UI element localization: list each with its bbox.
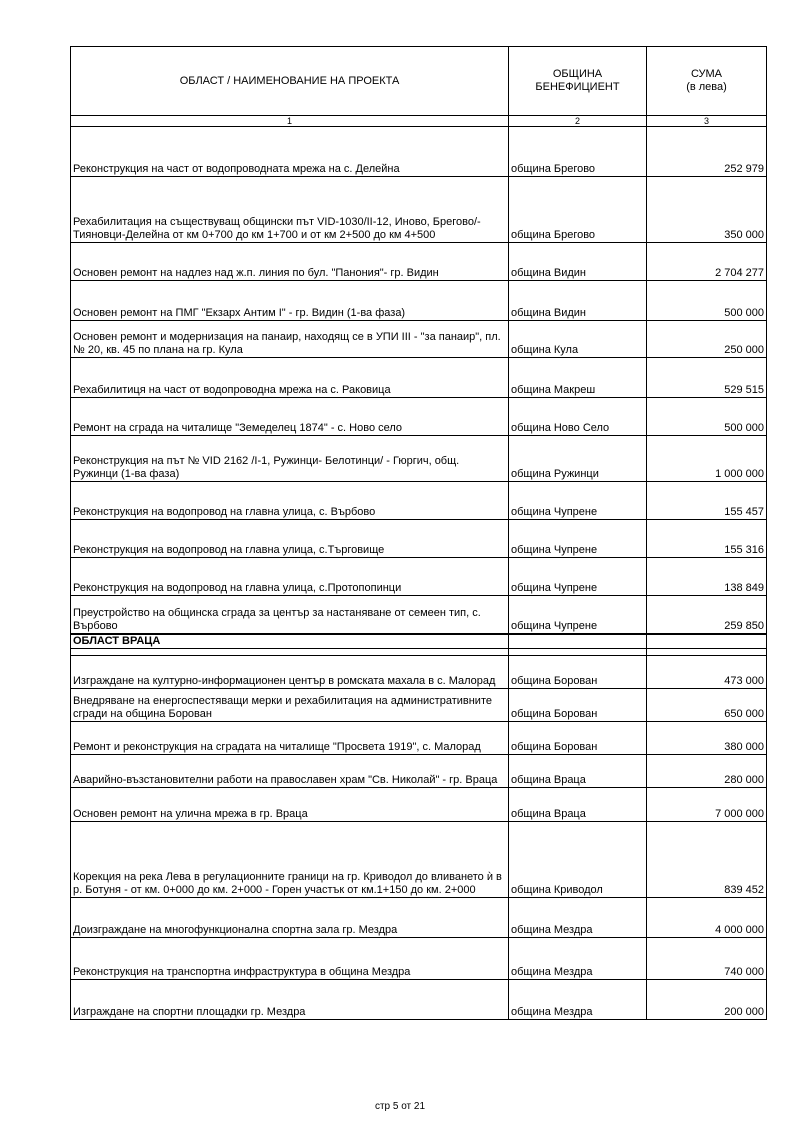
spacer-cell [647, 648, 767, 655]
table-row [71, 787, 767, 821]
amount-cell: 1 000 000 [647, 436, 767, 482]
municipality-cell: община Борован [509, 655, 647, 688]
table-row [71, 520, 767, 558]
amount-cell: 500 000 [647, 398, 767, 436]
table-row [71, 937, 767, 979]
project-cell: Реконструкция на водопровод на главна улица, с. Върбово [71, 482, 509, 520]
municipality-cell: община Чупрене [509, 596, 647, 634]
municipality-cell: община Враца [509, 754, 647, 787]
column-number-2: 2 [509, 116, 647, 127]
table-row [71, 281, 767, 321]
header-amount-line1: СУМА [690, 68, 723, 80]
project-cell: Доизграждане на многофункционална спортна зала гр. Мездра [71, 897, 509, 937]
amount-cell: 138 849 [647, 558, 767, 596]
table-row [71, 436, 767, 482]
project-cell: Изграждане на културно-информационен център в ромската махала в с. Малорад [71, 655, 509, 688]
project-cell: Внедряване на енергоспестяващи мерки и рехабилитация на административните сгради на община Борован [71, 688, 509, 721]
municipality-cell: община Враца [509, 787, 647, 821]
amount-cell: 500 000 [647, 281, 767, 321]
spacer-row [71, 648, 767, 655]
project-cell: Ремонт на сграда на читалище "Земеделец 1874" - с. Ново село [71, 398, 509, 436]
municipality-cell: община Криводол [509, 821, 647, 897]
municipality-cell: община Чупрене [509, 482, 647, 520]
header-amount-line2: (в лева) [686, 81, 727, 93]
header-municipality-line2: БЕНЕФИЦИЕНТ [535, 81, 620, 93]
amount-cell: 473 000 [647, 655, 767, 688]
municipality-cell: община Брегово [509, 177, 647, 243]
header-amount [647, 47, 767, 116]
amount-cell: 529 515 [647, 358, 767, 398]
table-row [71, 821, 767, 897]
municipality-cell: община Чупрене [509, 558, 647, 596]
municipality-cell: община Мездра [509, 979, 647, 1019]
spacer-cell [509, 648, 647, 655]
municipality-cell: община Ново Село [509, 398, 647, 436]
project-cell: Реконструкция на част от водопроводната мрежа на с. Делейна [71, 127, 509, 177]
table-row [71, 127, 767, 177]
project-cell: Рехабилитиця на част от водопроводна мрежа на с. Раковица [71, 358, 509, 398]
table-row [71, 177, 767, 243]
project-cell: Реконструкция на транспортна инфраструктура в община Мездра [71, 937, 509, 979]
amount-cell: 200 000 [647, 979, 767, 1019]
municipality-cell: община Борован [509, 688, 647, 721]
amount-cell: 155 316 [647, 520, 767, 558]
table-row [71, 596, 767, 634]
table-row [71, 754, 767, 787]
amount-cell: 155 457 [647, 482, 767, 520]
region-empty-cell [509, 634, 647, 649]
municipality-cell: община Борован [509, 721, 647, 754]
header-municipality-line1: ОБЩИНА [552, 68, 603, 80]
region-row [71, 634, 767, 649]
region-name: ОБЛАСТ ВРАЦА [71, 634, 509, 649]
amount-cell: 280 000 [647, 754, 767, 787]
table-row [71, 897, 767, 937]
amount-cell: 4 000 000 [647, 897, 767, 937]
municipality-cell: община Мездра [509, 937, 647, 979]
column-number-row [71, 116, 767, 127]
header-project: ОБЛАСТ / НАИМЕНОВАНИЕ НА ПРОЕКТА [71, 47, 509, 116]
table-header-row [71, 47, 767, 116]
project-cell: Основен ремонт на улична мрежа в гр. Враца [71, 787, 509, 821]
table-row [71, 358, 767, 398]
project-cell: Основен ремонт и модернизация на панаир, находящ се в УПИ III - "за панаир", пл. № 20, кв. 45 по плана на гр. Кула [71, 321, 509, 358]
amount-cell: 350 000 [647, 177, 767, 243]
municipality-cell: община Кула [509, 321, 647, 358]
municipality-cell: община Видин [509, 243, 647, 281]
header-municipality [509, 47, 647, 116]
table-row [71, 655, 767, 688]
projects-table [70, 46, 767, 1020]
table-row [71, 688, 767, 721]
amount-cell: 252 979 [647, 127, 767, 177]
amount-cell: 2 704 277 [647, 243, 767, 281]
amount-cell: 250 000 [647, 321, 767, 358]
amount-cell: 839 452 [647, 821, 767, 897]
municipality-cell: община Брегово [509, 127, 647, 177]
project-cell: Реконструкция на водопровод на главна улица, с.Търговище [71, 520, 509, 558]
table-row [71, 721, 767, 754]
table-row [71, 979, 767, 1019]
amount-cell: 650 000 [647, 688, 767, 721]
municipality-cell: община Мездра [509, 897, 647, 937]
amount-cell: 740 000 [647, 937, 767, 979]
municipality-cell: община Чупрене [509, 520, 647, 558]
project-cell: Реконструкция на водопровод на главна улица, с.Протопопинци [71, 558, 509, 596]
municipality-cell: община Макреш [509, 358, 647, 398]
project-cell: Преустройство на общинска сграда за център за настаняване от семеен тип, с. Върбово [71, 596, 509, 634]
table-row [71, 482, 767, 520]
amount-cell: 259 850 [647, 596, 767, 634]
amount-cell: 380 000 [647, 721, 767, 754]
column-number-3: 3 [647, 116, 767, 127]
table-row [71, 558, 767, 596]
region-empty-cell [647, 634, 767, 649]
project-cell: Изграждане на спортни площадки гр. Мездра [71, 979, 509, 1019]
amount-cell: 7 000 000 [647, 787, 767, 821]
table-row [71, 398, 767, 436]
table-row [71, 321, 767, 358]
municipality-cell: община Видин [509, 281, 647, 321]
column-number-1: 1 [71, 116, 509, 127]
project-cell: Аварийно-възстановителни работи на православен храм "Св. Николай" - гр. Враца [71, 754, 509, 787]
municipality-cell: община Ружинци [509, 436, 647, 482]
spacer-cell [71, 648, 509, 655]
project-cell: Корекция на река Лева в регулационните граници на гр. Криводол до вливането ѝ в р. Ботуня - от км. 0+000 до км. 2+000 - Горен участък от км.1+150 до км. 2+000 [71, 821, 509, 897]
project-cell: Основен ремонт на ПМГ "Екзарх Антим I" - гр. Видин (1-ва фаза) [71, 281, 509, 321]
project-cell: Рехабилитация на съществуващ общински път VID-1030/ІІ-12, Иново, Брегово/-Тияновци-Делейна от км 0+700 до км 1+700 и от км 2+500 до км 4+500 [71, 177, 509, 243]
project-cell: Основен ремонт на надлез над ж.п. линия по бул. "Панония"- гр. Видин [71, 243, 509, 281]
page-number: стр 5 от 21 [374, 1101, 426, 1112]
table-row [71, 243, 767, 281]
project-cell: Ремонт и реконструкция на сградата на читалище "Просвета 1919", с. Малорад [71, 721, 509, 754]
project-cell: Реконструкция на път № VID 2162 /I-1, Ружинци- Белотинци/ - Гюргич, общ. Ружинци (1-ва фаза) [71, 436, 509, 482]
